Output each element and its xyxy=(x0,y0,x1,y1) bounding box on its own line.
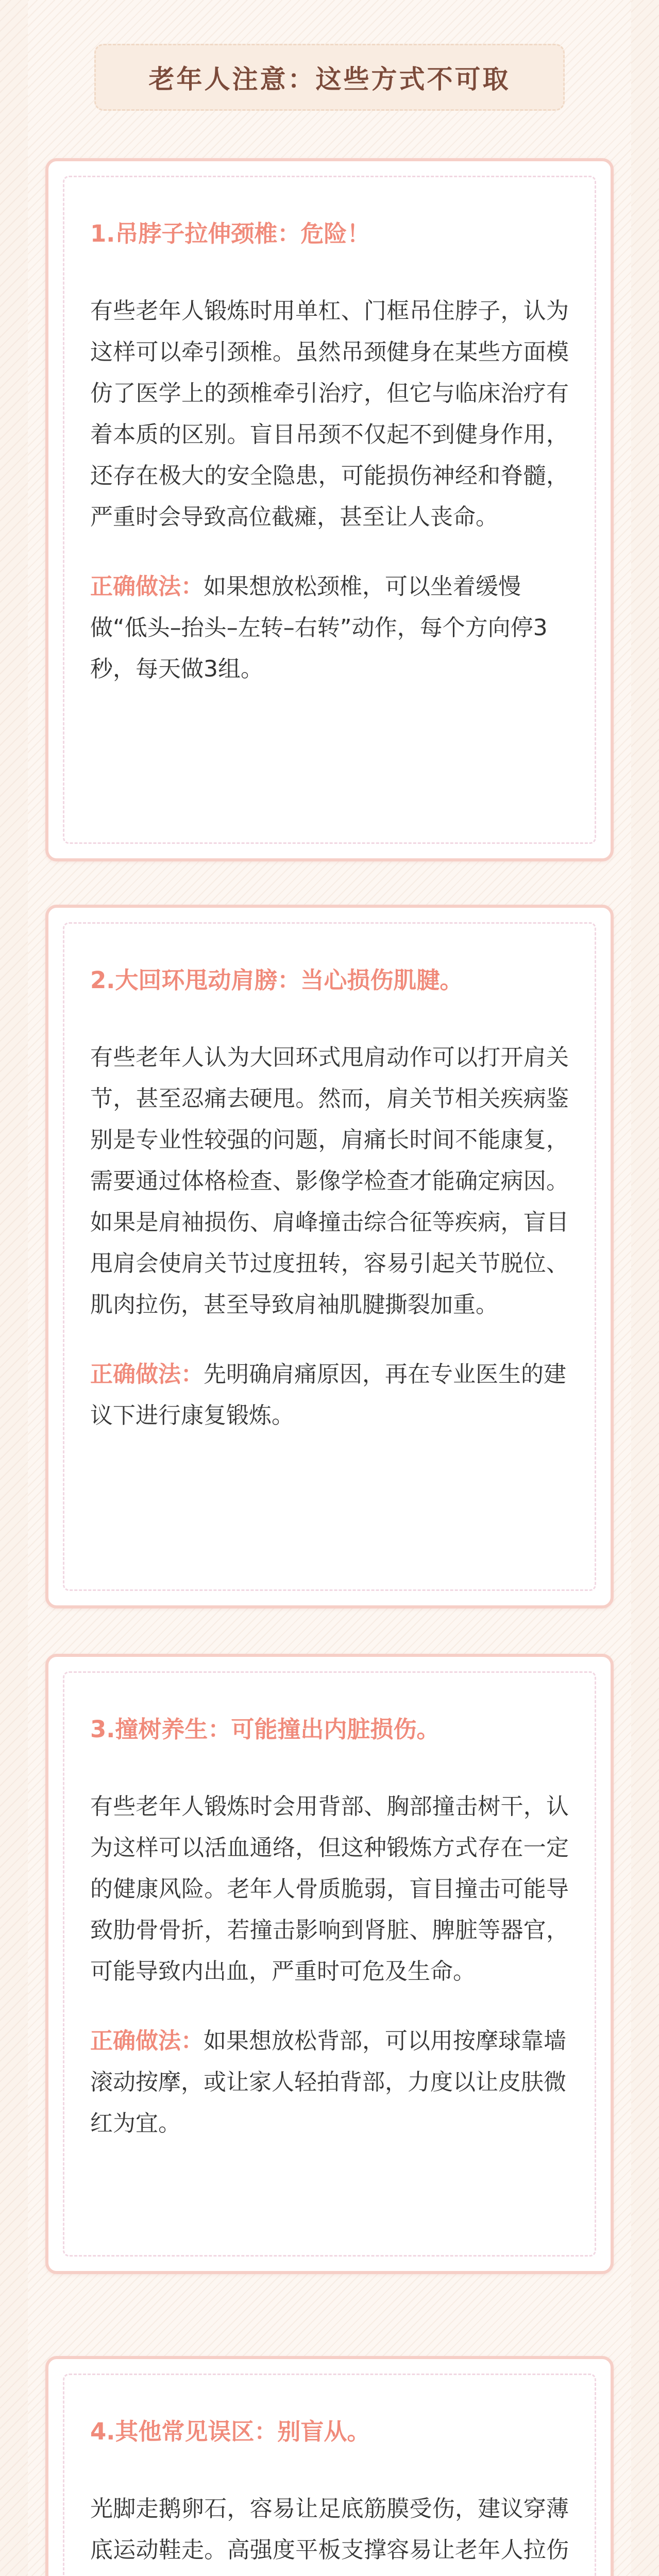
title-badge xyxy=(94,44,565,111)
card-tip xyxy=(90,566,569,690)
card-inner xyxy=(63,1671,596,2257)
card-tip xyxy=(90,1354,569,1436)
card-heading: 4.其他常见误区：别盲从。 xyxy=(90,2418,370,2445)
card-tree xyxy=(45,1654,614,2274)
tip-text: 如果想放松背部，可以用按摩球靠墙滚动按摩，或让家人轻拍背部，力度以让皮肤微红为宜。 xyxy=(90,2028,566,2137)
card-inner xyxy=(63,2374,596,2576)
page-title: 老年人注意：这些方式不可取 xyxy=(148,64,511,94)
card-other xyxy=(45,2356,614,2576)
tip-label: 正确做法： xyxy=(90,1361,204,1387)
card-heading: 1.吊脖子拉伸颈椎：危险！ xyxy=(90,220,370,247)
card-heading: 2.大回环甩动肩膀：当心损伤肌腱。 xyxy=(90,967,463,994)
card-inner xyxy=(63,922,596,1591)
card-shoulder xyxy=(45,905,614,1608)
tip-label: 正确做法： xyxy=(90,573,204,600)
card-inner xyxy=(63,176,596,844)
card-body: 光脚走鹅卵石，容易让足底筋膜受伤，建议穿薄底运动鞋走。高强度平板支撑容易让老年人拉伤 xyxy=(90,2496,569,2563)
tip-text: 先明确肩痛原因，再在专业医生的建议下进行康复锻炼。 xyxy=(90,1361,566,1429)
tip-text: 如果想放松颈椎，可以坐着缓慢做“低头–抬头–左转–右转”动作，每个方向停3秒，每天做3组。 xyxy=(90,573,548,682)
card-body: 有些老年人认为大回环式甩肩动作可以打开肩关节，甚至忍痛去硬甩。然而，肩关节相关疾病鉴别是专业性较强的问题，肩痛长时间不能康复，需要通过体格检查、影像学检查才能确定病因。如果是肩袖损伤、肩峰撞击综合征等疾病，盲目甩肩会使肩关节过度扭转，容易引起关节脱位、肌肉拉伤，甚至导致肩袖肌腱撕裂加重。 xyxy=(90,1044,569,1318)
card-tip xyxy=(90,2021,569,2144)
card-body: 有些老年人锻炼时用单杠、门框吊住脖子，认为这样可以牵引颈椎。虽然吊颈健身在某些方面模仿了医学上的颈椎牵引治疗，但它与临床治疗有着本质的区别。盲目吊颈不仅起不到健身作用，还存在极大的安全隐患，可能损伤神经和脊髓，严重时会导致高位截瘫，甚至让人丧命。 xyxy=(90,298,569,530)
card-body: 有些老年人锻炼时会用背部、胸部撞击树干，认为这样可以活血通络，但这种锻炼方式存在一定的健康风险。老年人骨质脆弱，盲目撞击可能导致肋骨骨折，若撞击影响到肾脏、脾脏等器官，可能导致内出血，严重时可危及生命。 xyxy=(90,1793,569,1985)
tip-label: 正确做法： xyxy=(90,2028,204,2054)
card-heading: 3.撞树养生：可能撞出内脏损伤。 xyxy=(90,1716,440,1743)
card-neck xyxy=(45,158,614,861)
